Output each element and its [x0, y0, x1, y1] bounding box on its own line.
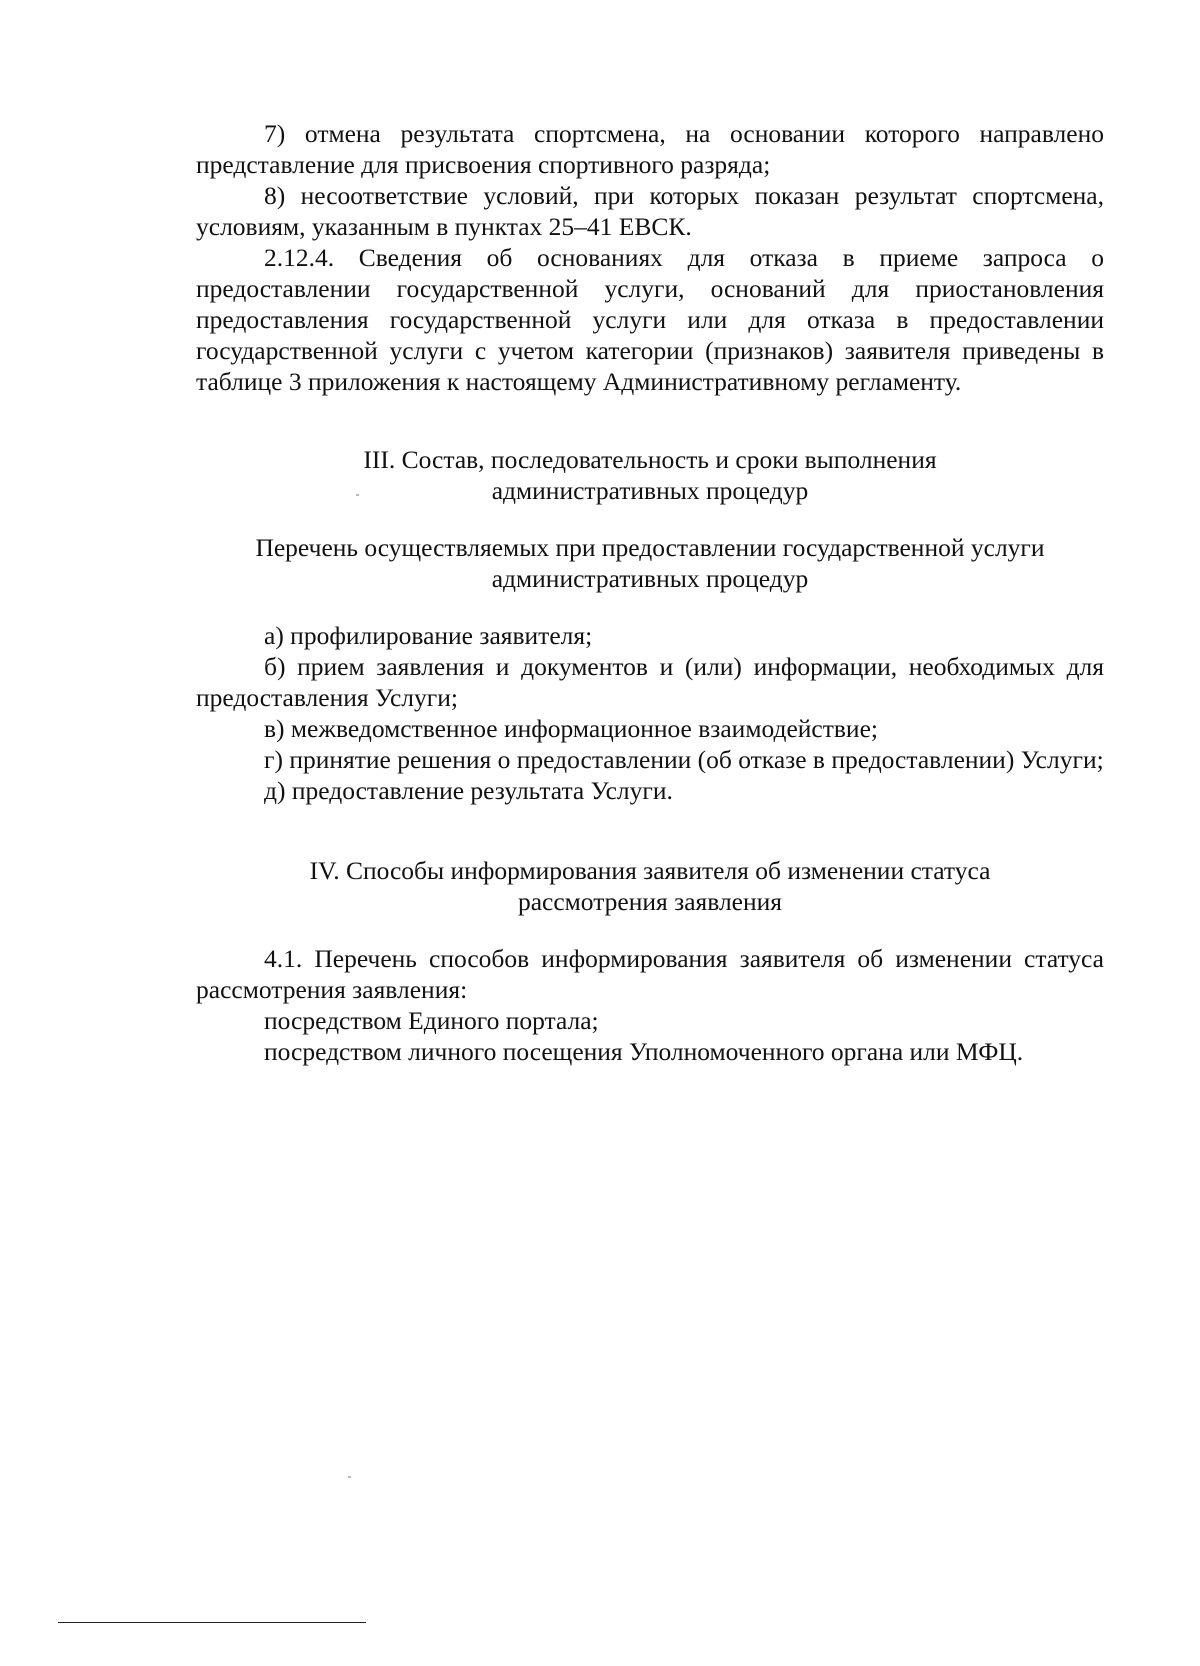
paragraph-item-7: 7) отмена результата спортсмена, на основании которого направлено представление для присвоения спортивного разряда; — [196, 119, 1104, 179]
section-3-heading — [196, 444, 1104, 506]
procedure-item-v: в) межведомственное информационное взаимодействие; — [264, 714, 878, 743]
section-3-title-line1: III. Состав, последовательность и сроки выполнения — [363, 445, 937, 474]
section-4-title-line2: рассмотрения заявления — [517, 887, 783, 916]
info-method-visit: посредством личного посещения Уполномоченного органа или МФЦ. — [264, 1037, 1024, 1066]
procedures-title-line2: административных процедур — [491, 564, 809, 593]
info-method-portal: посредством Единого портала; — [264, 1006, 599, 1035]
top-paragraphs — [196, 118, 1104, 397]
scan-speck — [356, 494, 359, 496]
paragraph-2-12-4: 2.12.4. Сведения об основаниях для отказа в приеме запроса о предоставлении государственной услуги, оснований для приостановления предоставления государственной услуги или для отказа в предоставлении государственной услуги с учетом категории (признаков) заявителя приведены в таблице 3 приложения к настоящему Административному регламенту. — [196, 243, 1104, 396]
footnote-separator-line — [58, 1622, 366, 1623]
section-3-title-line2: административных процедур — [491, 476, 809, 505]
section-4-title-line1: IV. Способы информирования заявителя об изменении статуса — [309, 856, 991, 885]
procedure-item-a: а) профилирование заявителя; — [264, 621, 593, 650]
procedure-item-b: б) прием заявления и документов и (или) информации, необходимых для предоставления Услуги; — [196, 652, 1104, 712]
item-4-1: 4.1. Перечень способов информирования заявителя об изменении статуса рассмотрения заявления: — [196, 944, 1104, 1004]
procedures-list-heading — [196, 532, 1104, 594]
procedure-item-g: г) принятие решения о предоставлении (об отказе в предоставлении) Услуги; — [264, 745, 1104, 774]
paragraph-item-8: 8) несоответствие условий, при которых показан результат спортсмена, условиям, указанным в пунктах 25–41 ЕВСК. — [196, 181, 1104, 241]
scan-speck — [348, 1476, 351, 1478]
procedure-item-d: д) предоставление результата Услуги. — [264, 776, 673, 805]
procedures-list — [196, 620, 1104, 806]
section-4-heading — [196, 855, 1104, 917]
procedures-title-line1: Перечень осуществляемых при предоставлении государственной услуги — [255, 533, 1045, 562]
section-4-items — [196, 943, 1104, 1067]
